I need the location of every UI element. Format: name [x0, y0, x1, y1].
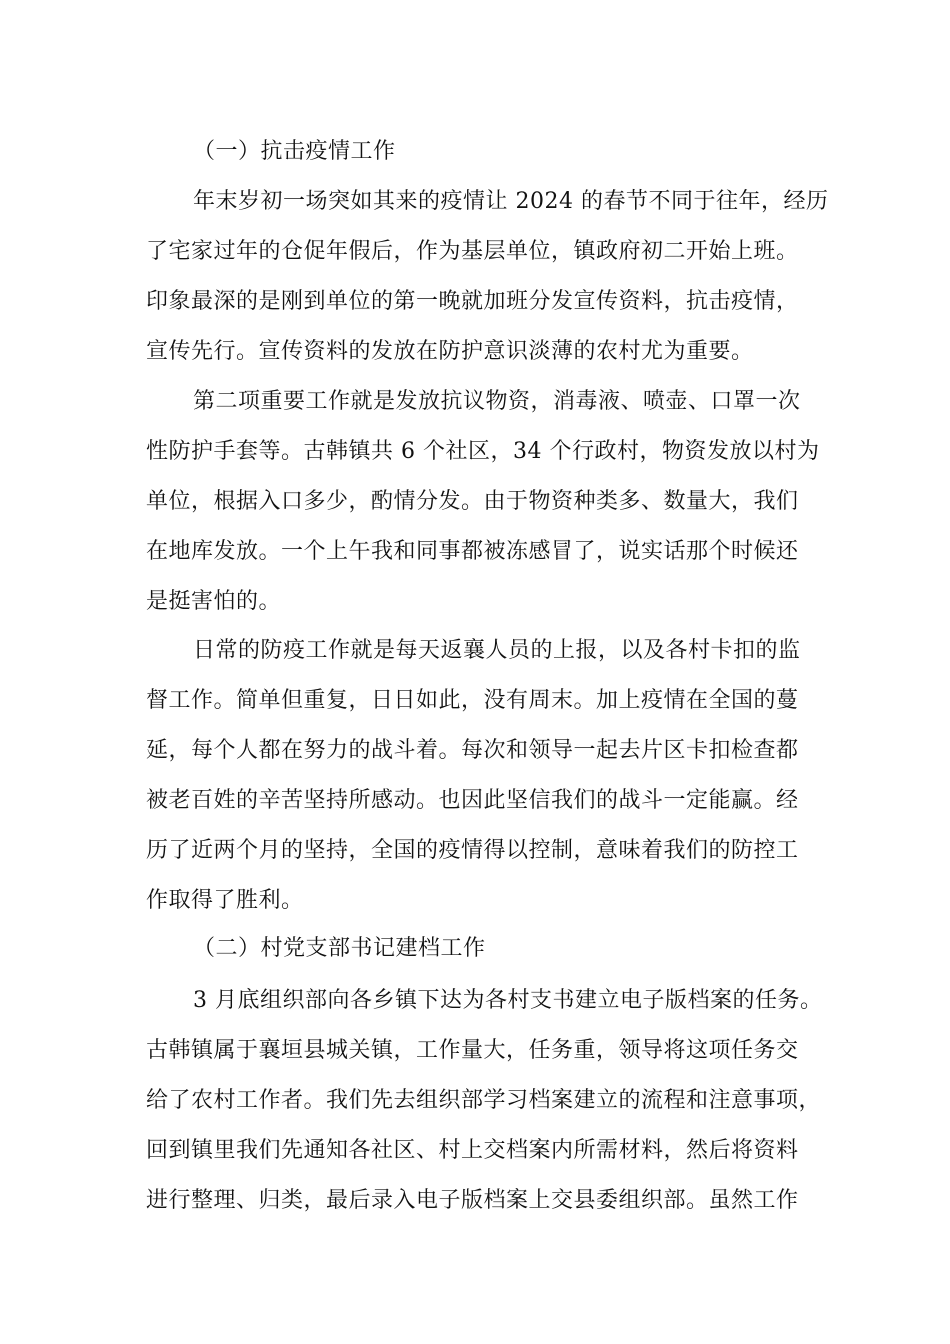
section-1-heading: （一）抗击疫情工作: [193, 139, 396, 164]
section-1-paragraph-2: [146, 387, 836, 637]
paragraph-line: 被老百姓的辛苦坚持所感动。也因此坚信我们的战斗一定能赢。经: [146, 788, 799, 813]
section-1-paragraph-1: [146, 187, 836, 387]
paragraph-line: 督工作。简单但重复，日日如此，没有周末。加上疫情在全国的蔓: [146, 688, 799, 713]
paragraph-line: 年末岁初一场突如其来的疫情让 2024 的春节不同于往年，经历: [193, 189, 829, 214]
paragraph-line: 回到镇里我们先通知各社区、村上交档案内所需材料，然后将资料: [146, 1138, 799, 1163]
paragraph-line: 性防护手套等。古韩镇共 6 个社区，34 个行政村，物资发放以村为: [146, 439, 820, 464]
paragraph-line: 印象最深的是刚到单位的第一晚就加班分发宣传资料，抗击疫情，: [146, 289, 799, 314]
paragraph-line: 第二项重要工作就是发放抗议物资，消毒液、喷壶、口罩一次: [193, 389, 801, 414]
paragraph-line: 作取得了胜利。: [146, 888, 304, 913]
paragraph-line: 了宅家过年的仓促年假后，作为基层单位，镇政府初二开始上班。: [146, 239, 799, 264]
paragraph-line: 是挺害怕的。: [146, 589, 282, 614]
paragraph-line: 给了农村工作者。我们先去组织部学习档案建立的流程和注意事项，: [146, 1088, 822, 1113]
paragraph-line: 古韩镇属于襄垣县城关镇，工作量大，任务重，领导将这项任务交: [146, 1038, 799, 1063]
paragraph-line: 宣传先行。宣传资料的发放在防护意识淡薄的农村尤为重要。: [146, 339, 754, 364]
section-2-paragraph-1: [146, 986, 836, 1236]
paragraph-line: 3 月底组织部向各乡镇下达为各村支书建立电子版档案的任务。: [193, 988, 823, 1013]
paragraph-line: 单位，根据入口多少，酌情分发。由于物资种类多、数量大，我们: [146, 489, 799, 514]
section-2-heading: （二）村党支部书记建档工作: [193, 936, 486, 961]
section-1-paragraph-3: [146, 636, 836, 936]
paragraph-line: 进行整理、归类，最后录入电子版档案上交县委组织部。虽然工作: [146, 1188, 799, 1213]
paragraph-line: 历了近两个月的坚持，全国的疫情得以控制，意味着我们的防控工: [146, 838, 799, 863]
paragraph-line: 延，每个人都在努力的战斗着。每次和领导一起去片区卡扣检查都: [146, 738, 799, 763]
paragraph-line: 在地库发放。一个上午我和同事都被冻感冒了，说实话那个时候还: [146, 539, 799, 564]
paragraph-line: 日常的防疫工作就是每天返襄人员的上报，以及各村卡扣的监: [193, 638, 801, 663]
